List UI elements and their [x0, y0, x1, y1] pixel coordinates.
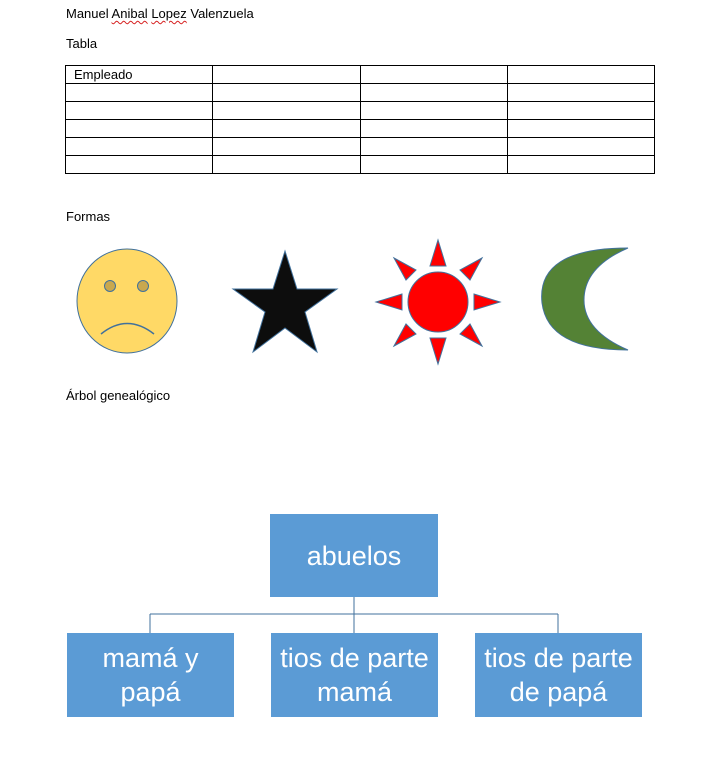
tree-heading: Árbol genealógico	[66, 388, 171, 403]
tree-node-root	[270, 514, 438, 597]
tree-node-paternal-uncles-line2: de papá	[509, 677, 608, 707]
author-surname-2: Valenzuela	[190, 6, 254, 21]
author-middle-name: Anibal	[111, 6, 148, 21]
tree-node-root-label: abuelos	[306, 540, 402, 571]
table-heading: Tabla	[66, 36, 98, 51]
tree-node-parents	[67, 633, 234, 717]
author-first-name: Manuel	[66, 6, 109, 21]
tree-node-parents-line2: papá	[120, 677, 181, 707]
shapes-heading: Formas	[66, 209, 111, 224]
table-cell[interactable]: Empleado	[66, 66, 213, 84]
author-surname-1: Lopez	[151, 6, 187, 21]
tree-node-paternal-uncles	[475, 633, 642, 717]
tree-node-paternal-uncles-line1: tios de parte	[484, 643, 633, 673]
tree-node-maternal-uncles-line1: tios de parte	[280, 643, 429, 673]
tree-node-parents-line1: mamá y	[102, 643, 199, 673]
tree-node-maternal-uncles-line2: mamá	[316, 677, 392, 707]
tree-node-maternal-uncles	[271, 633, 438, 717]
